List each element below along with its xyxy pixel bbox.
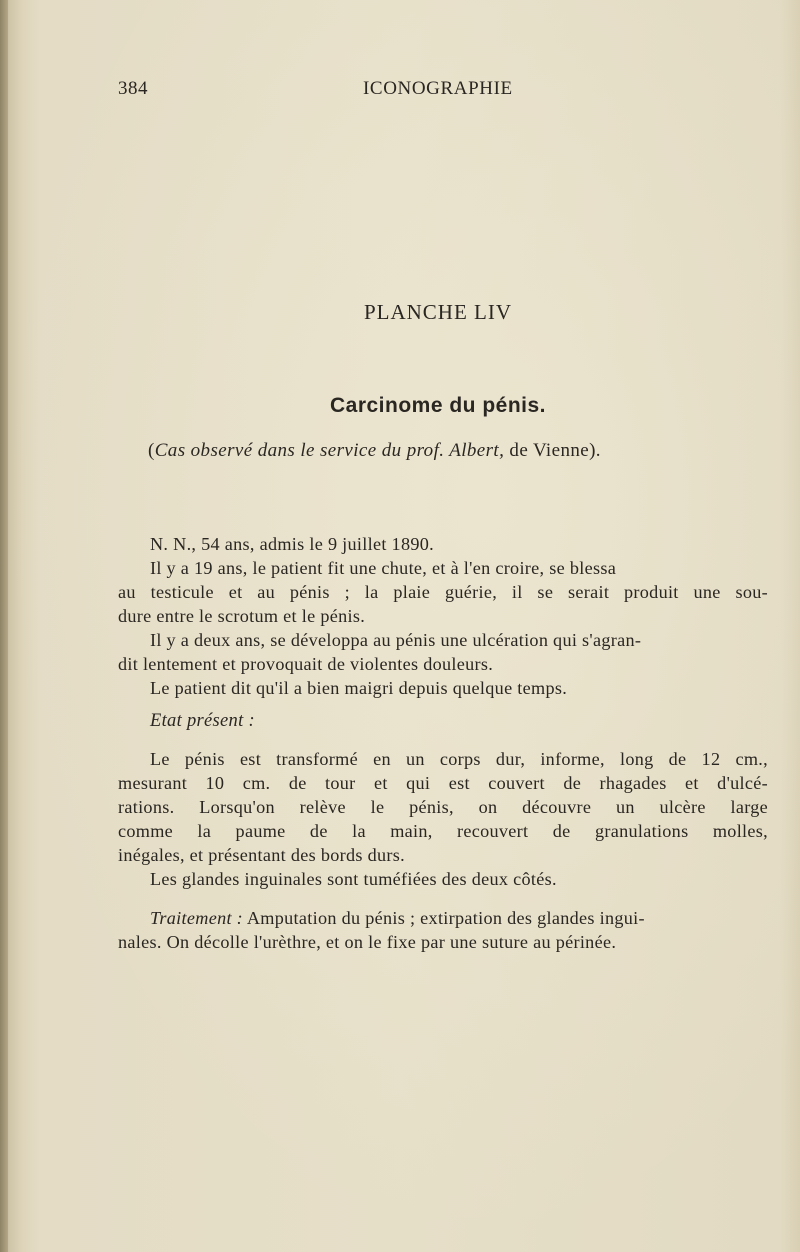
etat-present	[118, 747, 768, 891]
plate-subtitle	[148, 440, 788, 462]
page-header	[0, 78, 800, 104]
case-history	[118, 532, 768, 700]
case-history-line: Le patient dit qu'il a bien maigri depuis quelque temps.	[150, 678, 568, 698]
etat-present-line: rations. Lorsqu'on relève le pénis, on découvre un ulcère large	[118, 797, 768, 817]
page-number: 384	[118, 78, 148, 99]
case-history-line: N. N., 54 ans, admis le 9 juillet 1890.	[150, 534, 434, 554]
case-history-line: au testicule et au pénis ; la plaie guérie, il se serait produit une sou-	[118, 582, 768, 602]
plate-number: PLANCHE LIV	[363, 300, 513, 324]
etat-present-line: inégales, et présentant des bords durs.	[118, 845, 405, 865]
running-head: ICONOGRAPHIE	[363, 78, 513, 99]
case-history-line: dit lentement et provoquait de violentes douleurs.	[118, 654, 494, 674]
traitement-line	[118, 906, 768, 930]
etat-present-line: Les glandes inguinales sont tuméfiées des deux côtés.	[150, 869, 557, 889]
case-history-line: dure entre le scrotum et le pénis.	[118, 606, 366, 626]
case-history-line: Il y a 19 ans, le patient fit une chute, et à l'en croire, se blessa	[150, 558, 617, 578]
book-spine-edge	[0, 0, 8, 1252]
etat-present-line: mesurant 10 cm. de tour et qui est couvert de rhagades et d'ulcé-	[118, 773, 768, 793]
traitement-text: Amputation du pénis ; extirpation des glandes ingui-	[243, 908, 645, 928]
subtitle-italic: Cas observé dans le service du prof. Albert,	[154, 440, 505, 461]
traitement-label: Traitement :	[150, 908, 244, 928]
case-history-line: Il y a deux ans, se développa au pénis une ulcération qui s'agran-	[150, 630, 642, 650]
etat-present-heading: Etat présent :	[150, 711, 255, 731]
plate-title: Carcinome du pénis.	[329, 394, 547, 417]
subtitle-open-paren: (	[148, 440, 155, 461]
etat-present-line: comme la paume de la main, recouvert de granulations molles,	[118, 821, 768, 841]
etat-present-line: Le pénis est transformé en un corps dur, informe, long de 12 cm.,	[150, 749, 768, 769]
traitement	[118, 906, 768, 954]
subtitle-rest: de Vienne).	[504, 440, 601, 461]
traitement-line: nales. On décolle l'urèthre, et on le fixe par une suture au périnée.	[118, 932, 617, 952]
